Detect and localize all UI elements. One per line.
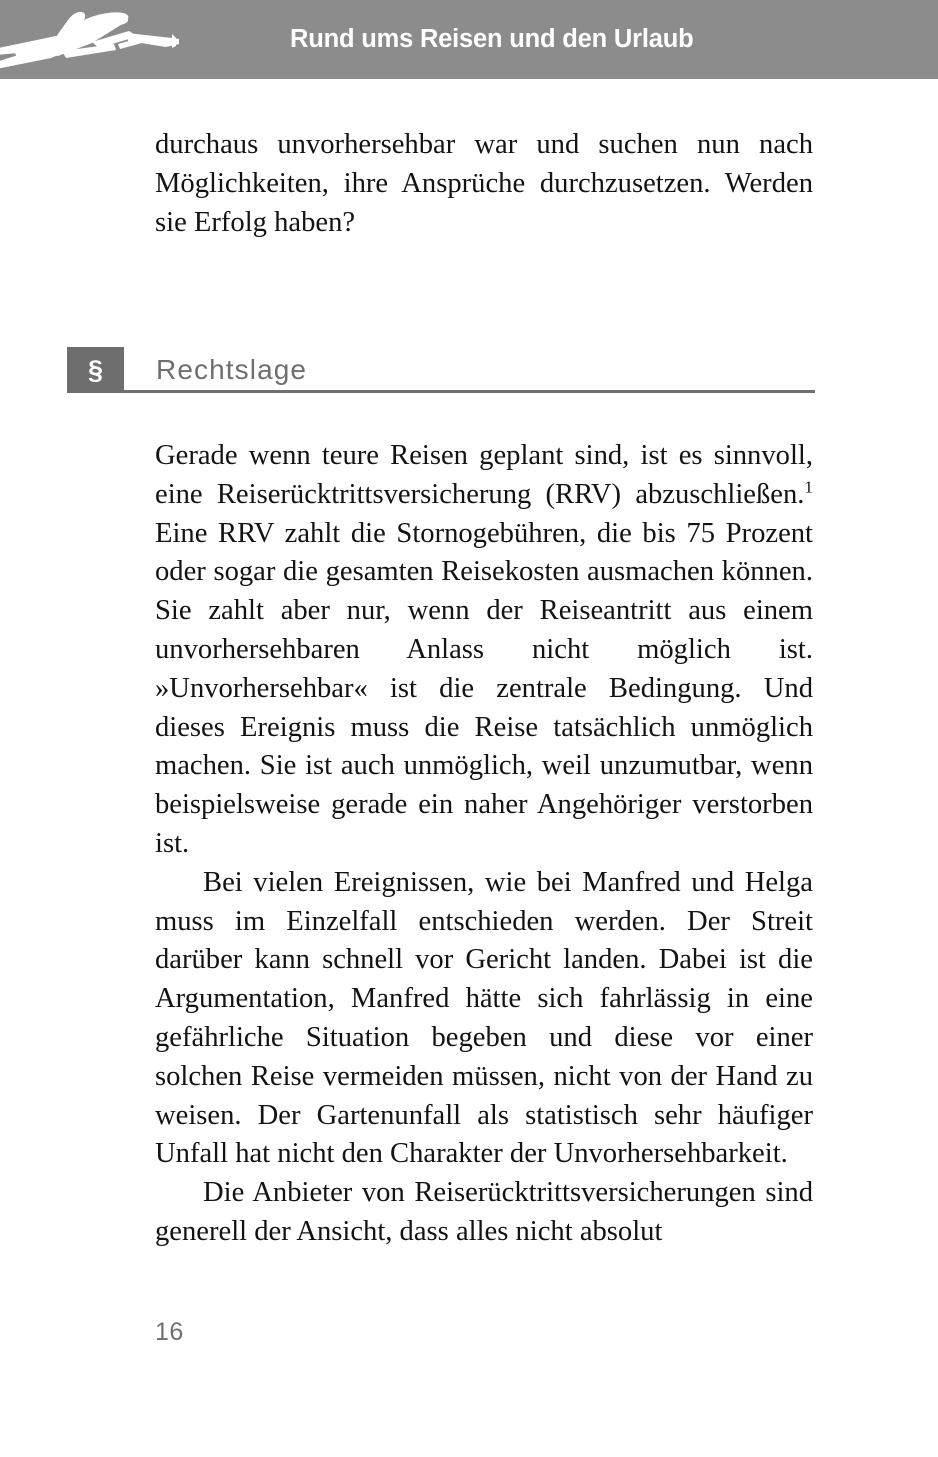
- paragraph-1-text-after-footnote: Eine RRV zahlt die Stornogebühren, die bis 75 Prozent oder sogar die gesamten Reisekosten ausmachen können. Sie zahlt aber nur, wenn der Reiseantritt aus einem unvorhersehbaren Anlass nicht möglich ist. »Unvorhersehbar« ist die zentrale Bedingung. Und dieses Ereignis muss die Reise tatsächlich unmöglich machen. Sie ist auch unmöglich, weil unzumutbar, wenn beispielsweise gerade ein naher Angehöriger verstorben ist.: [155, 517, 813, 859]
- opening-paragraph: durchaus unvorhersehbar war und suchen nun nach Möglichkeiten, ihre Ansprüche durchzusetzen. Werden sie Erfolg haben?: [155, 129, 813, 238]
- body-paragraph-1: [155, 437, 813, 864]
- section-title: Rechtslage: [156, 354, 308, 385]
- footnote-reference[interactable]: 1: [804, 477, 813, 497]
- running-header-title: Rund ums Reisen und den Urlaub: [290, 25, 694, 53]
- page-number: 16: [155, 1318, 184, 1346]
- paragraph-symbol-icon: §: [67, 347, 124, 393]
- airplane-icon: [0, 4, 182, 74]
- body-text-block: [155, 437, 813, 1252]
- running-header: [0, 0, 938, 79]
- body-paragraph-2: Bei vielen Ereignissen, wie bei Manfred und Helga muss im Einzelfall entschieden werden. Der Streit darüber kann schnell vor Gericht landen. Dabei ist die Argumentation, Manfred hätte sich fahrlässig in eine gefährliche Situation begeben und diese vor einer solchen Reise vermeiden müssen, nicht von der Hand zu weisen. Der Gartenunfall als statistisch sehr häufiger Unfall hat nicht den Charakter der Unvorhersehbarkeit.: [155, 866, 813, 1170]
- opening-paragraph-block: [155, 126, 813, 242]
- section-divider: [124, 390, 815, 393]
- paragraph-1-text-before-footnote: Gerade wenn teure Reisen geplant sind, ist es sinnvoll, eine Reiserücktrittsversicherung (RRV) abzuschließen.: [155, 440, 813, 510]
- section-heading: [67, 347, 817, 393]
- body-paragraph-3: Die Anbieter von Reiserücktrittsversicherungen sind generell der Ansicht, dass alles nicht absolut: [155, 1177, 813, 1247]
